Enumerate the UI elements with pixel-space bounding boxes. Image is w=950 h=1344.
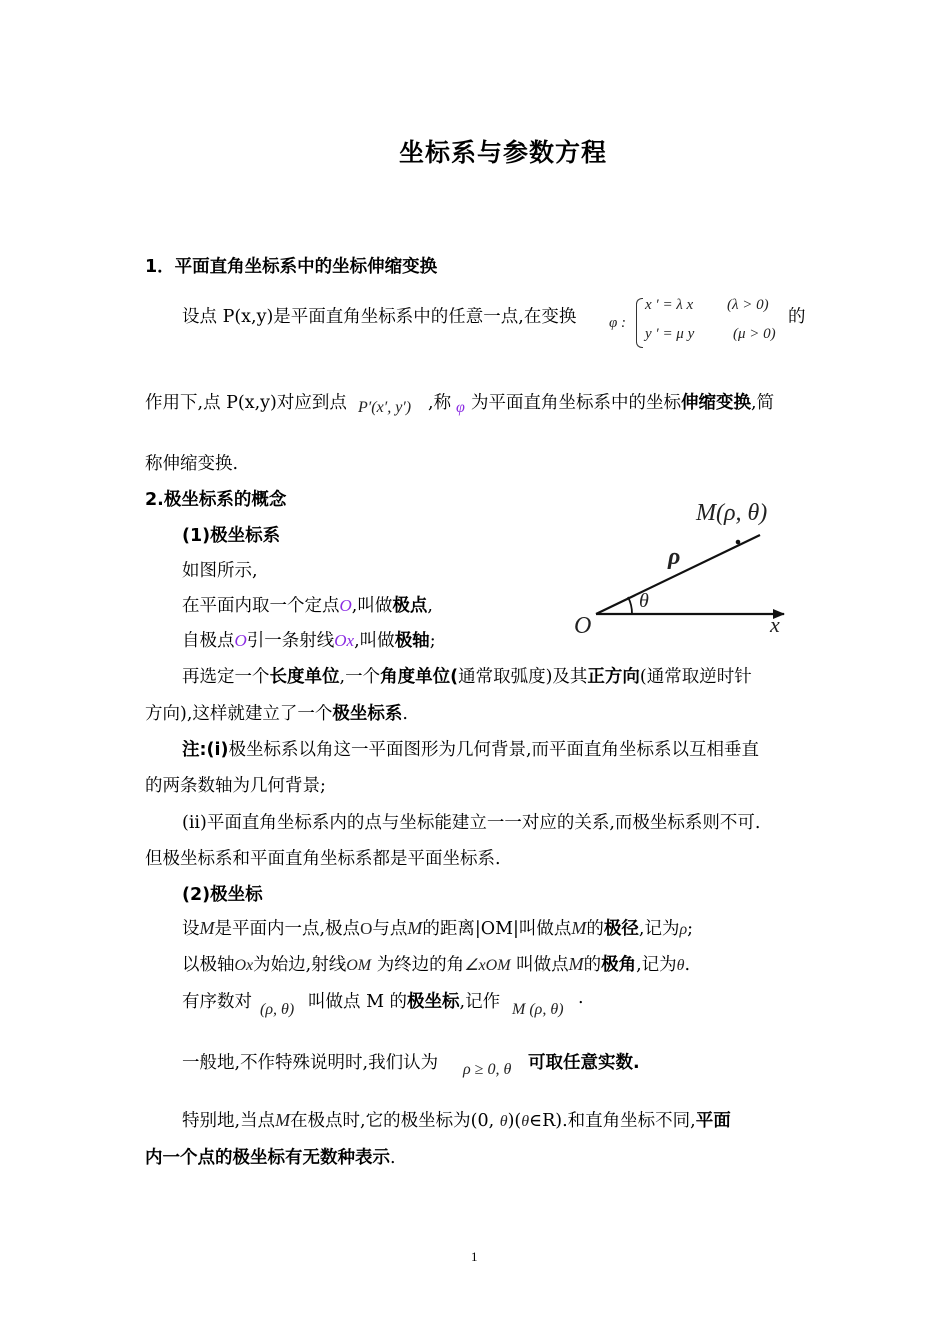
s2-l2	[182, 592, 433, 617]
p2c: 为终边的角	[376, 955, 465, 975]
angle-xOM: ∠xOM	[464, 957, 511, 974]
O-symbol-3: O	[360, 919, 373, 938]
note-label: 注:(i)	[182, 740, 229, 760]
O-symbol-2: O	[234, 631, 247, 650]
M-symbol-5: M	[275, 1110, 291, 1130]
s1-line2c	[471, 389, 774, 414]
p5d: ∈R).和直角坐标不同,	[529, 1111, 696, 1131]
s1-line2b	[428, 389, 451, 414]
s1-l2a: 作用下,点 P(x,y)对应到点	[145, 393, 347, 413]
p3c: ,记作	[459, 992, 501, 1012]
s1-l2b: ,称	[428, 393, 452, 413]
sub-heading-polar-system: (1)极坐标系	[182, 526, 281, 546]
p2f: ,记为	[636, 955, 677, 975]
s2-l3b: 引一条射线	[246, 631, 335, 651]
sub-heading-polar-coords: (2)极坐标	[182, 885, 263, 905]
s2-l3a: 自极点	[182, 631, 235, 651]
s2-l4e: (通常取逆时针	[639, 667, 752, 687]
p3a: 有序数对	[182, 992, 252, 1012]
s1-intro: 设点 P(x,y)是平面直角坐标系中的任意一点,在变换	[182, 307, 577, 327]
p1a: 设	[182, 919, 200, 939]
p1d: 的距离|OM|叫做点	[422, 919, 572, 939]
point-M-dot	[736, 540, 741, 545]
rho-symbol: ρ	[679, 921, 688, 938]
p1g: ;	[687, 919, 694, 939]
p4bold: 可取任意实数.	[528, 1053, 640, 1073]
s2-l5b: .	[402, 704, 408, 724]
p5-line-b	[145, 1144, 396, 1169]
p3b: 叫做点 M 的	[308, 992, 408, 1012]
p2a: 以极轴	[182, 955, 235, 975]
theta-symbol-2: θ	[499, 1113, 508, 1130]
s2-l5a: 方向),这样就建立了一个	[145, 704, 333, 724]
M-symbol: M	[199, 918, 215, 938]
p4a: 一般地,不作特殊说明时,我们认为	[182, 1053, 439, 1073]
s2-l1: 如图所示,	[182, 561, 258, 581]
figure-rho-label: ρ	[668, 544, 681, 570]
transform-row2: y ′ = μ y	[645, 326, 695, 342]
s2-l4d: 通常取弧度)及其	[458, 667, 588, 687]
s2-l2b: ,叫做	[351, 596, 393, 616]
s2-l3d: ;	[429, 631, 436, 651]
s1-l2c: 为平面直角坐标系中的坐标	[471, 393, 681, 413]
note1: 极坐标系以角这一平面图形为几何背景,而平面直角坐标系以互相垂直	[228, 740, 760, 760]
page-title: 坐标系与参数方程	[399, 138, 608, 167]
p1bold: 极径	[603, 919, 639, 939]
phi-label: φ :	[609, 315, 627, 331]
note-line2: (ii)平面直角坐标系内的点与坐标能建立一一对应的关系,而极坐标系则不可.	[182, 813, 761, 833]
page-number: 1	[471, 1249, 478, 1264]
p2d: 叫做点	[516, 955, 569, 975]
section-2-heading: 2.极坐标系的概念	[145, 490, 287, 510]
p3d: .	[578, 988, 584, 1008]
O-symbol: O	[339, 596, 352, 615]
p4-line	[182, 1049, 438, 1074]
s2-l4a: 再选定一个	[182, 667, 270, 687]
pair-symbol: (ρ, θ)	[260, 1001, 295, 1018]
p1-line	[182, 915, 693, 940]
theta-symbol: θ	[676, 957, 685, 974]
note-line1b: 的两条数轴为几何背景;	[145, 776, 326, 796]
s2-l2a: 在平面内取一个定点	[182, 596, 340, 616]
s1-line1	[182, 303, 576, 328]
s1-l2bold: 伸缩变换	[681, 393, 751, 413]
section-1-heading: 1．平面直角坐标系中的坐标伸缩变换	[145, 257, 438, 277]
p5c: )(	[507, 1111, 522, 1131]
p2g: .	[684, 955, 691, 975]
polar-coordinate-figure	[560, 490, 800, 640]
p1b: 是平面内一点,极点	[214, 919, 361, 939]
s2-l3	[182, 627, 436, 652]
p5bold2: 内一个点的极坐标有无数种表示	[145, 1148, 390, 1168]
s2-l3c: ,叫做	[354, 631, 395, 651]
s2-l3bold: 极轴	[394, 631, 430, 651]
p3-line-b	[308, 988, 500, 1013]
s2-l5bold: 极坐标系	[332, 704, 403, 724]
OM-symbol: OM	[346, 957, 372, 974]
M-symbol-2: M	[407, 918, 423, 938]
figure-theta-label: θ	[639, 590, 649, 612]
phi-symbol: φ	[456, 399, 465, 416]
s2-l4b1: 长度单位	[269, 667, 340, 687]
p5a: 特别地,当点	[182, 1111, 276, 1131]
figure-axis-label: x	[770, 612, 780, 637]
p3bold: 极坐标	[407, 992, 460, 1012]
s1-de: 的	[788, 307, 806, 327]
p2-line	[182, 951, 690, 976]
Ox-symbol: Ox	[334, 631, 355, 650]
p5-line	[182, 1107, 731, 1132]
p5bold1: 平面	[695, 1111, 731, 1131]
angle-arc	[628, 597, 632, 614]
Mpair-symbol: M (ρ, θ)	[512, 1001, 564, 1018]
s2-l4b3: 正方向	[587, 667, 640, 687]
point-prime: P′(x′, y′)	[358, 399, 412, 416]
transform-cond1: (λ > 0)	[727, 297, 769, 313]
p2b: 为始边,射线	[253, 955, 347, 975]
figure-origin-label: O	[574, 613, 592, 639]
note-line2b: 但极坐标系和平面直角坐标系都是平面坐标系.	[145, 849, 501, 869]
p3-line	[182, 988, 252, 1013]
p5b: 在极点时,它的极坐标为(0,	[290, 1111, 495, 1131]
s2-l4b2: 角度单位(	[380, 667, 459, 687]
M-symbol-4: M	[568, 954, 584, 974]
p2e: 的	[583, 955, 602, 975]
p1c: 与点	[372, 919, 408, 939]
s1-l2d: ,简	[751, 393, 775, 413]
transformation-brace	[636, 298, 643, 348]
figure-point-label: M(ρ, θ)	[696, 500, 768, 526]
s2-l2bold: 极点	[392, 596, 428, 616]
s2-l5	[145, 700, 408, 725]
transform-cond2: (μ > 0)	[733, 326, 776, 342]
Ox-symbol-2: Ox	[234, 957, 254, 974]
p5e: .	[390, 1148, 396, 1168]
transform-row1: x ′ = λ x	[645, 297, 694, 313]
note-line1	[182, 736, 759, 761]
s2-l4c: ,一个	[339, 667, 381, 687]
s2-l4	[182, 663, 752, 688]
theta-symbol-3: θ	[521, 1113, 530, 1130]
p2bold: 极角	[601, 955, 637, 975]
s1-line3: 称伸缩变换.	[145, 454, 239, 474]
p4math: ρ ≥ 0, θ	[463, 1061, 512, 1078]
p1f: ,记为	[638, 919, 680, 939]
M-symbol-3: M	[571, 918, 587, 938]
p1e: 的	[586, 919, 604, 939]
s2-l2c: ,	[427, 596, 433, 616]
s1-line2	[145, 389, 347, 414]
